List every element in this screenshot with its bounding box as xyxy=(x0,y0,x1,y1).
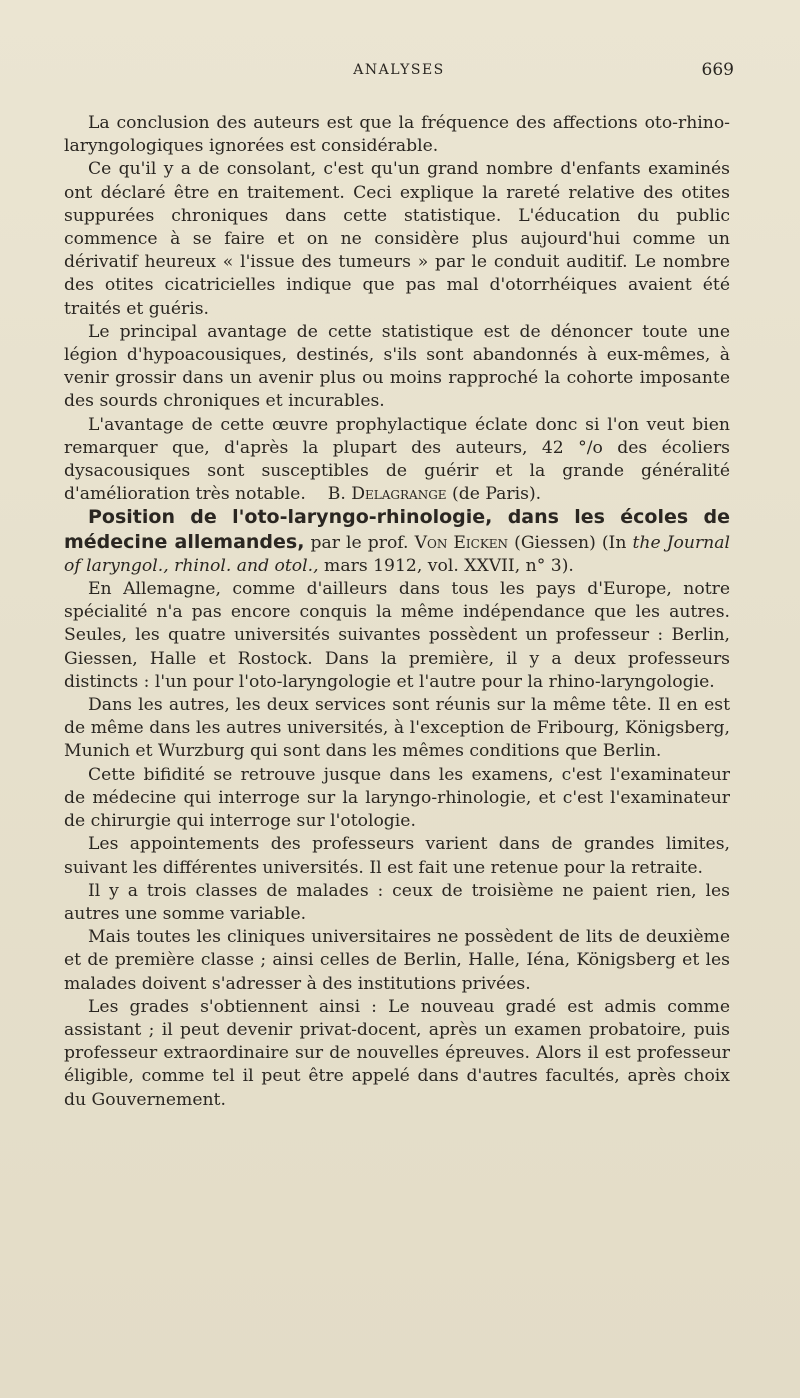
paragraph-text: L'avantage de cette œuvre prophylactique éclate donc si l'on veut bien remarquer que, d'après la plupart des auteurs, 42 °/o des écoliers dysacousiques sont susceptibles de guérir et la grande généralité d'amélioration très notable. xyxy=(64,414,730,505)
page-header xyxy=(64,62,734,88)
paragraph-with-signature xyxy=(64,414,730,507)
heading-affiliation: (Giessen) (In xyxy=(508,532,633,553)
signature-initial: B. xyxy=(327,484,352,505)
article-title: Position de l'oto-laryngo-rhinologie, dans les écoles de médecine allemandes, xyxy=(64,506,730,553)
running-head: ANALYSES xyxy=(353,62,445,78)
paragraph: En Allemagne, comme d'ailleurs dans tous les pays d'Europe, notre spécialité n'a pas encore conquis la même indépendance que les autres. Seules, les quatre universités suivantes possèdent un professeur : Berlin, Giessen, Halle et Rostock. Dans la première, il y a deux professeurs distincts : l'un pour l'oto-laryngologie et l'autre pour la rhino-laryngologie. xyxy=(64,579,730,692)
paragraph: Cette bifidité se retrouve jusque dans les examens, c'est l'examinateur de médecine qui interroge sur la laryngo-rhinologie, et c'est l'examinateur de chirurgie qui interroge sur l'otologie. xyxy=(64,764,730,832)
heading-journal: the Journal of laryngol., rhinol. and otol., xyxy=(64,532,730,576)
article-heading xyxy=(64,506,730,578)
signature-place: (de Paris). xyxy=(452,484,542,505)
paragraph: Ce qu'il y a de consolant, c'est qu'un grand nombre d'enfants examinés ont déclaré être en traitement. Ceci explique la rareté relative des otites suppurées chroniques dans cette statistique. L'éducation du public commence à se faire et on ne considère plus aujourd'hui comme un dérivatif heureux « l'issue des tumeurs » par le conduit auditif. Le nombre des otites cicatricielles indique que pas mal d'otorrhéiques avaient été traités et guéris. xyxy=(64,159,730,319)
page-body xyxy=(64,112,730,1112)
paragraph: Le principal avantage de cette statistique est de dénoncer toute une légion d'hypoacousiques, destinés, s'ils sont abandonnés à eux-mêmes, à venir grossir dans un avenir plus ou moins rapproché la cohorte imposante des sourds chroniques et incurables. xyxy=(64,321,730,412)
paragraph: Dans les autres, les deux services sont réunis sur la même tête. Il en est de même dans les autres universités, à l'exception de Fribourg, Königsberg, Munich et Wurzburg qui sont dans les mêmes conditions que Berlin. xyxy=(64,695,730,762)
page-number: 669 xyxy=(701,60,734,80)
paragraph: La conclusion des auteurs est que la fréquence des affections oto-rhino-laryngologiques ignorées est considérable. xyxy=(64,113,730,157)
paragraph: Les grades s'obtiennent ainsi : Le nouveau gradé est admis comme assistant ; il peut devenir privat-docent, après un examen probatoire, puis professeur extraordinaire sur de nouvelles épreuves. Alors il est professeur éligible, comme tel il peut être appelé dans d'autres facultés, après choix du Gouvernement. xyxy=(64,996,730,1110)
heading-citation: mars 1912, vol. XXVII, n° 3). xyxy=(318,555,574,576)
paragraph: Les appointements des professeurs varient dans de grandes limites, suivant les différentes universités. Il est fait une retenue pour la retraite. xyxy=(64,834,730,878)
signature xyxy=(328,484,541,504)
signature-name: Delagrange xyxy=(351,484,447,505)
heading-author: Von Eicken xyxy=(414,532,509,553)
paragraph: Il y a trois classes de malades : ceux de troisième ne paient rien, les autres une somme variable. xyxy=(64,880,730,924)
heading-by: par le prof. xyxy=(304,532,415,553)
paragraph: Mais toutes les cliniques universitaires ne possèdent de lits de deuxième et de première classe ; ainsi celles de Berlin, Halle, Iéna, Königsberg et les malades doivent s'adresser à des institutions privées. xyxy=(64,927,730,994)
